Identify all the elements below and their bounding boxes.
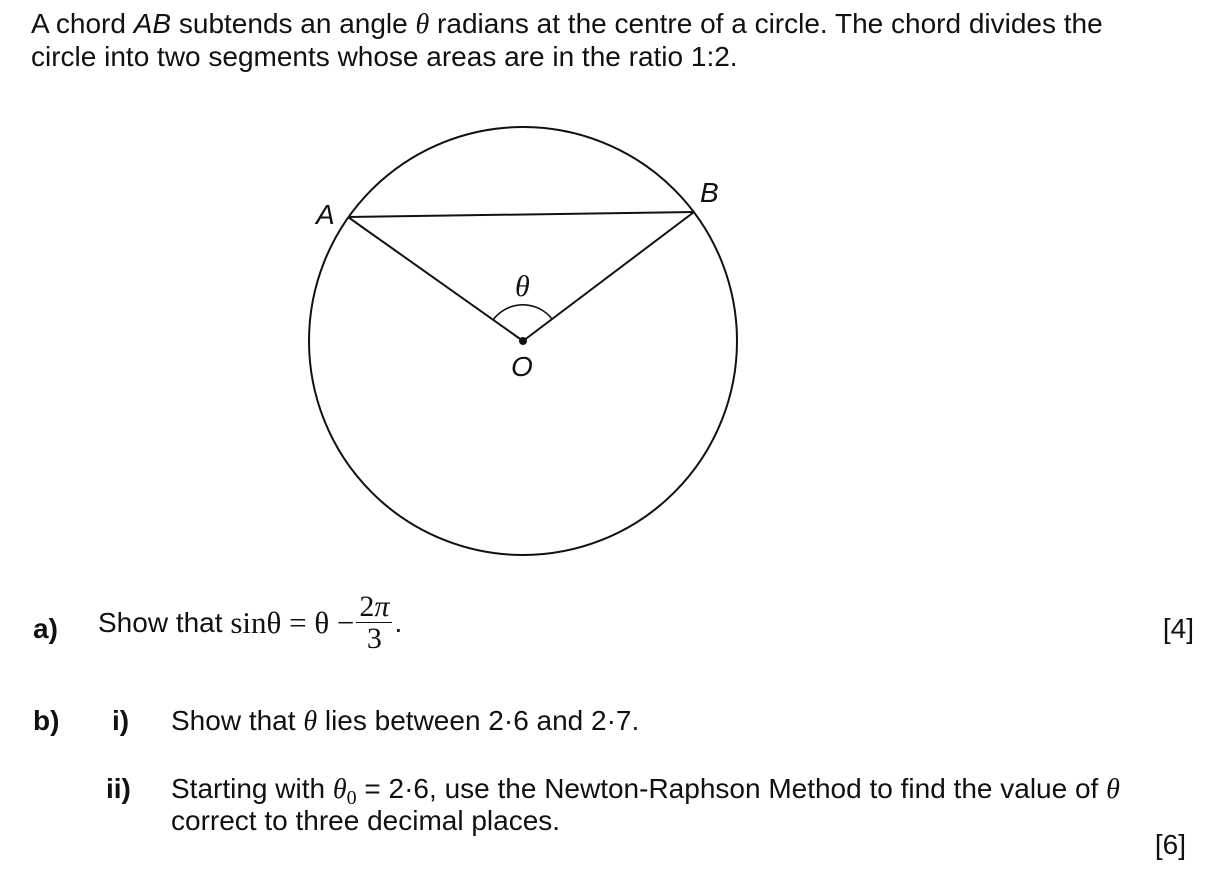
part-b-i-label-wrap (112, 705, 129, 737)
part-a-label: a) (33, 613, 58, 644)
theta-subscript: 0 (346, 787, 357, 809)
part-b-i-text-before: Show that (171, 705, 304, 736)
theta-symbol: θ (1106, 774, 1120, 805)
fraction-denominator: 3 (366, 622, 382, 655)
intro-text: radians at the centre of a circle. The chord divides the (429, 8, 1103, 39)
radius-oa (348, 217, 523, 341)
circle-diagram (300, 120, 750, 565)
fraction-2pi-over-3 (356, 592, 392, 654)
chord-label: AB (133, 8, 172, 39)
chord-ab (348, 212, 694, 217)
period: . (394, 607, 403, 638)
theta-symbol: θ (332, 774, 347, 805)
part-a-equation: sinθ = θ − (230, 605, 355, 640)
fraction-numerator (356, 592, 392, 623)
part-b-ii-line-2: correct to three decimal places. (171, 805, 561, 836)
part-b-ii-label: ii) (106, 773, 131, 804)
part-b-marks: [6] (1154, 829, 1186, 860)
part-b-ii-label-wrap (106, 773, 131, 805)
centre-o-label: O (511, 351, 533, 382)
numerator-pi: π (374, 590, 390, 623)
intro-text: A chord (31, 8, 134, 39)
intro-line-2: circle into two segments whose areas are in the ratio 1:2. (31, 41, 738, 72)
centre-point (519, 337, 527, 345)
angle-theta-label: θ (515, 270, 530, 303)
part-a-body (98, 592, 402, 654)
angle-arc (493, 305, 552, 320)
part-b-i-text (171, 705, 639, 738)
intro-line-1 (31, 8, 1201, 41)
part-a (33, 613, 58, 645)
part-a-marks: [4] (1162, 613, 1194, 644)
part-b-ii-text-middle: = 2·6, use the Newton-Raphson Method to find the value of (356, 773, 1107, 804)
radius-ob (523, 212, 694, 341)
part-b-label: b) (33, 705, 60, 736)
part-b-label-wrap (33, 705, 59, 737)
part-b-ii-text-before: Starting with (171, 773, 333, 804)
theta-symbol: θ (415, 9, 430, 40)
point-b-label: B (700, 177, 719, 208)
point-a-label: A (316, 199, 335, 230)
intro-text: subtends an angle (171, 8, 416, 39)
theta-symbol: θ (303, 706, 318, 737)
numerator-digit: 2 (359, 590, 375, 623)
part-b-i-label: i) (112, 705, 130, 736)
part-b-i-text-after: lies between 2·6 and 2·7. (317, 705, 640, 736)
question-intro (31, 8, 1201, 73)
part-a-text: Show that (98, 607, 231, 638)
